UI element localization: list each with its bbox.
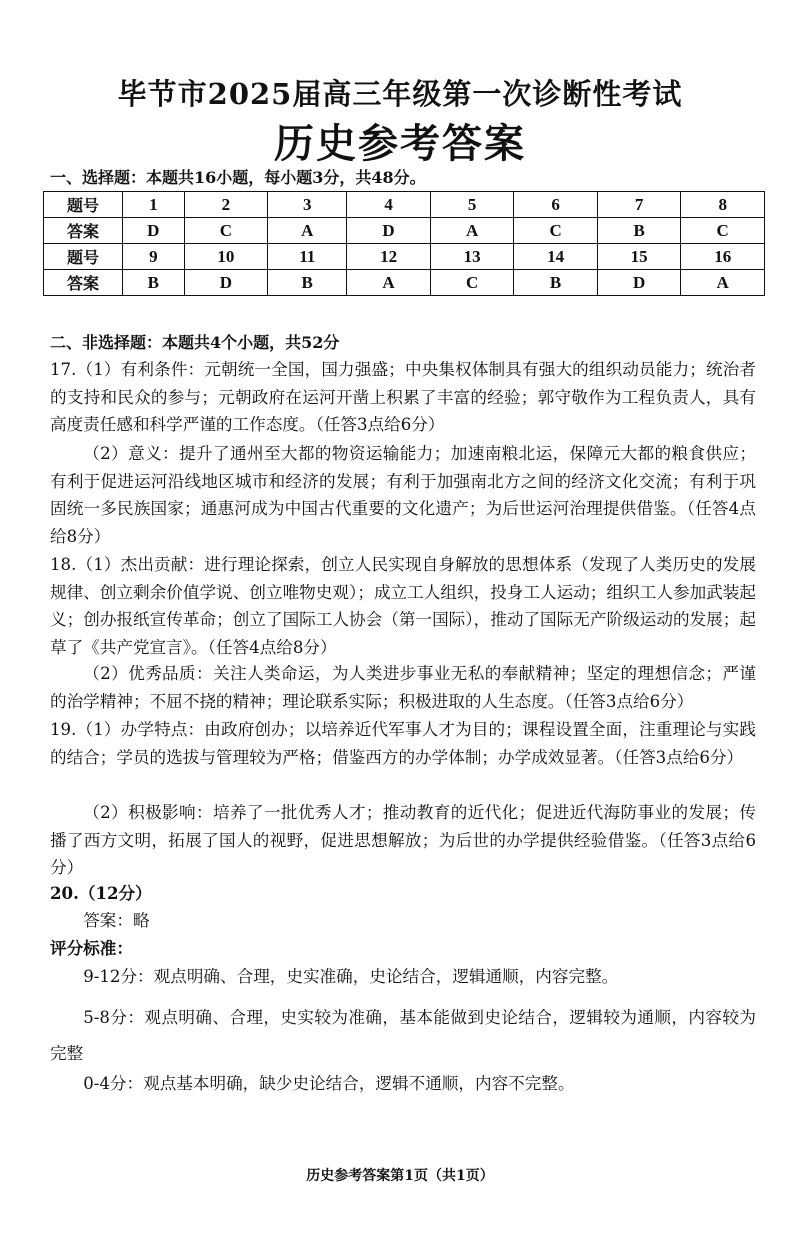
table-cell: D — [597, 270, 681, 296]
table-row — [44, 244, 765, 270]
table-cell: C — [514, 218, 598, 244]
table-row — [44, 192, 765, 218]
table-cell: 8 — [681, 192, 765, 218]
section2-heading: 二、非选择题：本题共4个小题，共52分 — [50, 333, 340, 352]
table-cell: 2 — [184, 192, 268, 218]
q20-answer: 答案：略 — [83, 911, 150, 930]
table-cell: 13 — [430, 244, 514, 270]
section1-heading: 一、选择题：本题共16小题，每小题3分，共48分。 — [50, 168, 426, 187]
grading-title: 评分标准： — [50, 938, 133, 958]
table-cell: 10 — [184, 244, 268, 270]
table-cell: 4 — [347, 192, 431, 218]
table-row — [44, 270, 765, 296]
table-cell: 12 — [347, 244, 431, 270]
table-cell: B — [268, 270, 347, 296]
table-cell: 3 — [268, 192, 347, 218]
table-cell: A — [681, 270, 765, 296]
table-cell: 15 — [597, 244, 681, 270]
row-label: 题号 — [44, 192, 123, 218]
q17-part1: 17.（1）有利条件：元朝统一全国，国力强盛；中央集权体制具有强大的组织动员能力；统治者的支持和民众的参与；元朝政府在运河开凿上积累了丰富的经验；郭守敬作为工程负责人，具有高度责任感和科学严谨的工作态度。（任答3点给6分） — [50, 360, 756, 434]
table-cell: B — [123, 270, 185, 296]
q18-part1: 18.（1）杰出贡献：进行理论探索，创立人民实现自身解放的思想体系（发现了人类历史的发展规律、创立剩余价值学说、创立唯物史观）；成立工人组织，投身工人运动；组织工人参加武装起义；创办报纸宣传革命；创立了国际工人协会（第一国际），推动了国际无产阶级运动的发展；起草了《共产党宣言》。（任答4点给8分） — [50, 555, 756, 657]
table-cell: 1 — [123, 192, 185, 218]
answer-key-table — [43, 191, 765, 296]
grading-level-low: 0-4分：观点基本明确，缺少史论结合，逻辑不通顺，内容不完整。 — [83, 1074, 575, 1093]
table-cell: 14 — [514, 244, 598, 270]
table-cell: 5 — [430, 192, 514, 218]
grading-level-high: 9-12分：观点明确、合理，史实准确，史论结合，逻辑通顺，内容完整。 — [83, 967, 619, 986]
table-cell: D — [347, 218, 431, 244]
grading-level-mid: 5-8分：观点明确、合理，史实较为准确，基本能做到史论结合，逻辑较为通顺，内容较为完整 — [50, 1008, 756, 1063]
page-footer: 历史参考答案第1页（共1页） — [306, 1168, 494, 1184]
table-row — [44, 218, 765, 244]
table-cell: A — [268, 218, 347, 244]
document-subtitle: 历史参考答案 — [274, 120, 526, 167]
table-cell: B — [597, 218, 681, 244]
row-label: 答案 — [44, 218, 123, 244]
q20-title: 20.（12分） — [50, 883, 152, 903]
table-cell: D — [184, 270, 268, 296]
q19-part2: （2）积极影响：培养了一批优秀人才；推动教育的近代化；促进近代海防事业的发展；传播了西方文明，拓展了国人的视野，促进思想解放；为后世的办学提供经验借鉴。（任答3点给6分） — [50, 803, 756, 877]
table-cell: 16 — [681, 244, 765, 270]
table-cell: C — [681, 218, 765, 244]
table-cell: D — [123, 218, 185, 244]
exam-title: 毕节市2025届高三年级第一次诊断性考试 — [117, 77, 683, 111]
table-cell: 7 — [597, 192, 681, 218]
q19-part1: 19.（1）办学特点：由政府创办；以培养近代军事人才为目的；课程设置全面，注重理论与实践的结合；学员的选拔与管理较为严格；借鉴西方的办学体制；办学成效显著。（任答3点给6分） — [50, 720, 756, 767]
table-cell: A — [430, 218, 514, 244]
table-cell: A — [347, 270, 431, 296]
table-cell: 6 — [514, 192, 598, 218]
table-cell: B — [514, 270, 598, 296]
table-cell: C — [430, 270, 514, 296]
q18-part2: （2）优秀品质：关注人类命运，为人类进步事业无私的奉献精神；坚定的理想信念；严谨的治学精神；不屈不挠的精神；理论联系实际；积极进取的人生态度。（任答3点给6分） — [50, 664, 756, 711]
table-cell: C — [184, 218, 268, 244]
row-label: 题号 — [44, 244, 123, 270]
row-label: 答案 — [44, 270, 123, 296]
table-cell: 11 — [268, 244, 347, 270]
table-cell: 9 — [123, 244, 185, 270]
q17-part2: （2）意义：提升了通州至大都的物资运输能力；加速南粮北运，保障元大都的粮食供应；有利于促进运河沿线地区城市和经济的发展；有利于加强南北方之间的经济文化交流；有利于巩固统一多民族国家；通惠河成为中国古代重要的文化遗产；为后世运河治理提供借鉴。（任答4点给8分） — [50, 444, 756, 546]
